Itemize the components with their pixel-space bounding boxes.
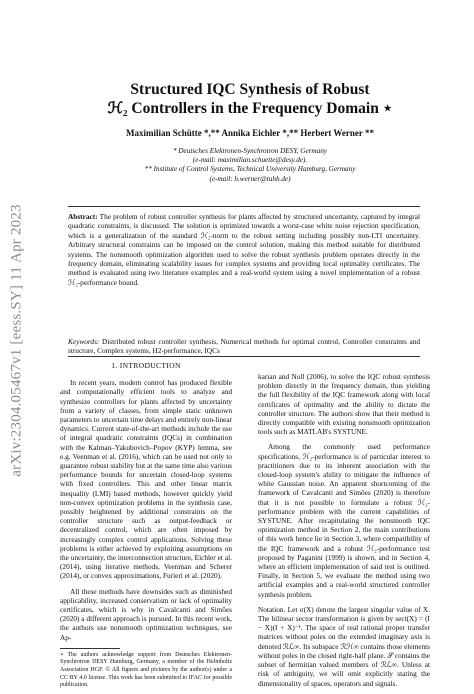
- paragraph: Among the commonly used performance specifications, ℋ₂-performance is of particular interest to practitioners due to its inherent association with the closed-loop system's ability to mitigate the influence of white Gaussian noise. An apparent shortcoming of the framework of Cavalcanti and Simões (2020) is therefore that it is not possible to formulate a robust ℋ₂-performance problem with the current capabilities of SYSTUNE. After recapitulating the nonsmooth IQC optimization method in Section 2, the main contributions of this work hence lie in Section 3, where compatibility of the IQC framework and a robust ℋ₂-performance test proposed by Paganini (1999) is shown, and in Section 4, where an efficient implementation of said test is outlined. Finally, in Section 5, we evaluate the method using two artificial examples and a real-world structured controller synthesis problem.: [258, 442, 430, 599]
- abstract-top-rule: [68, 206, 420, 207]
- paragraph: In recent years, modern control has produced flexible and computationally efficient tools to analyze and synthesize controllers for plants affected by uncertainty from a variety of classes, from simple static unknown parameters to uncertain time delays and entirely non-linear dynamics. Current state-of-the-art methods include the use of integral quadratic constraints (IQCs) in combination with the Kalman–Yakubovich–Popov (KYP) lemma, see e.g. Veenman et al. (2016), which can be used not only to guarantee robust stability but at the same time also various performance bounds for uncertain closed-loop systems with fixed controllers. This and other linear matrix inequality (LMI) based methods, however quickly yield non-convex optimization problems in the synthesis case, possibly heightened by additional constraints on the controller structure such as output-feedback or decentralized control, which are often imposed by increasingly complex control applications. Solving these problems is either achieved by exploiting assumptions on the uncertainty, the interconnection structure, Eichler et al. (2014), using iterative methods, Veenman and Scherer (2014), or convex approximations, Furieri et al. (2020).: [60, 378, 233, 581]
- keywords-text: Distributed robust controller synthesis, Numerical methods for optimal control, Controller constraints and structure, Complex systems, H2-performance, IQCs: [68, 337, 420, 356]
- affiliations: [60, 147, 440, 184]
- affiliation-line: (e-mail: h.werner@tuhh.de): [209, 174, 291, 183]
- title-line-2: ℋ₂ Controllers in the Frequency Domain ⋆: [107, 100, 393, 117]
- author-list: Maximilian Schütte *,** Annika Eichler *,** Herbert Werner **: [126, 128, 374, 138]
- keywords-block: [68, 337, 420, 356]
- abstract-block: [68, 212, 420, 287]
- affiliation-line: (e-mail: maximilian.schuette@desy.de).: [192, 156, 308, 165]
- right-column: [258, 372, 430, 694]
- left-column: [60, 358, 232, 690]
- paper-title: [60, 80, 440, 118]
- paragraph: All these methods have downsides such as diminished applicability, increased conservatism or lack of optimality certificates, which is why in Cavalcanti and Simões (2020) a different approach is pursued. In this recent work, the authors use nonsmooth optimization techniques, see Ap-: [60, 586, 232, 642]
- footnote-rule: [60, 648, 120, 649]
- keywords-label: Keywords:: [68, 337, 100, 346]
- footnote: ⋆ The authors acknowledge support from Deutsches Elektronen-Synchrotron DESY Hamburg, Germany, a member of the Helmholtz Association HGF. © All figures and pictures by the author(s) under a CC BY 4.0 license. This work has been submitted to IFAC for possible publication.: [60, 651, 232, 689]
- arxiv-identifier-sidebar: [6, 150, 28, 530]
- paragraph: Notation. Let σ(X) denote the largest singular value of X. The bilinear sector transformation is given by sect(X) = (I − X)(I + X)⁻¹. The space of real rational proper transfer matrices without poles on the extended imaginary axis is denoted ℛℒ∞. Its subspace ℛℋ∞ contains those elements without poles in the closed right-half plane. 𝒮 contains the subset of hermitian valued members of ℛℒ∞. Unless at risk of ambiguity, we will omit explicitly stating the dimensionality of spaces, operators and signals.: [258, 604, 430, 688]
- title-line-1: Structured IQC Synthesis of Robust: [130, 81, 370, 98]
- section-heading: 1. INTRODUCTION: [111, 361, 181, 370]
- affiliation-line: ** Institute of Control Systems, Technical University Hamburg, Germany: [144, 165, 356, 174]
- abstract-label: Abstract:: [68, 212, 98, 221]
- paragraph: karian and Noll (2006), to solve the IQC robust synthesis problem directly in the frequency domain, thus yielding the full flexibility of the IQC framework along with local certificates of optimality and the ability to dictate the controller structure. The authors show that their method is directly compatible with existing nonsmooth optimization tools such as MATLAB's SYSTUNE.: [258, 372, 430, 437]
- abstract-text: The problem of robust controller synthesis for plants affected by structured uncertainty, captured by integral quadratic constraints, is discussed. The solution is optimized towards a worst-case white noise rejection specification, which is a generalization of the standard ℋ₂-norm to the robust setting including possibly non-LTI uncertainty. Arbitrary structural constraints can be imposed on the control solution, making this method suitable for distributed systems. The nonsmooth optimization algorithm used to solve the robust synthesis problem operates directly in the frequency domain, eliminating scalability issues for complex systems and providing local optimality certificates. The method is evaluated using two literature examples and a real-world system using a novel implementation of a robust ℋ₂-performance bound.: [68, 212, 420, 287]
- arxiv-id-text: arXiv:2304.05467v1 [eess.SY] 11 Apr 2023: [8, 203, 25, 477]
- affiliation-line: * Deutsches Elektronen-Synchrotron DESY, Germany: [172, 147, 328, 155]
- keywords-bottom-rule: [68, 356, 420, 357]
